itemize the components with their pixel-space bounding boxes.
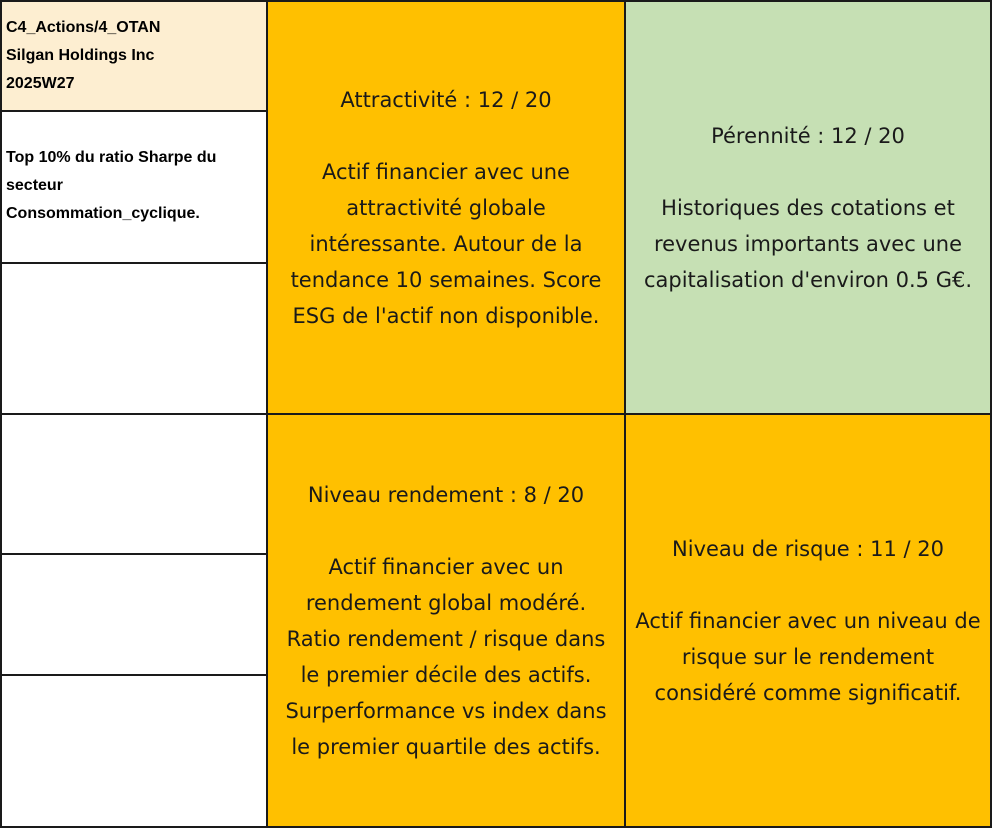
- asset-path: C4_Actions/4_OTAN: [6, 19, 161, 36]
- empty-cell: [0, 553, 268, 676]
- risque-description: Actif financier avec un niveau de risque sur le rendement considéré comme significatif.: [635, 608, 981, 705]
- empty-cell: [0, 262, 268, 415]
- rendement-title: Niveau rendement : 8 / 20: [307, 482, 585, 507]
- risque-cell: [624, 413, 992, 828]
- perennite-title: Pérennité : 12 / 20: [711, 123, 905, 148]
- perennite-cell: [624, 0, 992, 415]
- asset-week: 2025W27: [6, 75, 75, 92]
- empty-cell: [0, 674, 268, 828]
- asset-name: Silgan Holdings Inc: [6, 47, 155, 64]
- empty-cell: [0, 413, 268, 555]
- risque-title: Niveau de risque : 11 / 20: [672, 536, 944, 561]
- attractivite-description: Actif financier avec une attractivité globale intéressante. Autour de la tendance 10 semaines. Score ESG de l'actif non disponible.: [290, 159, 602, 328]
- attractivite-cell: [266, 0, 626, 415]
- rendement-description: Actif financier avec un rendement global modéré. Ratio rendement / risque dans le premier décile des actifs. Surperformance vs index dans le premier quartile des actifs.: [285, 554, 607, 759]
- attractivite-title: Attractivité : 12 / 20: [340, 87, 552, 112]
- sector-note-line: secteur: [6, 177, 63, 194]
- sector-note-line: Top 10% du ratio Sharpe du: [6, 149, 217, 166]
- perennite-description: Historiques des cotations et revenus importants avec une capitalisation d'environ 0.5 G€.: [643, 195, 973, 292]
- asset-header-cell: [0, 0, 268, 112]
- sector-note-cell: [0, 110, 268, 264]
- sector-note-line: Consommation_cyclique.: [6, 205, 200, 222]
- rendement-cell: [266, 413, 626, 828]
